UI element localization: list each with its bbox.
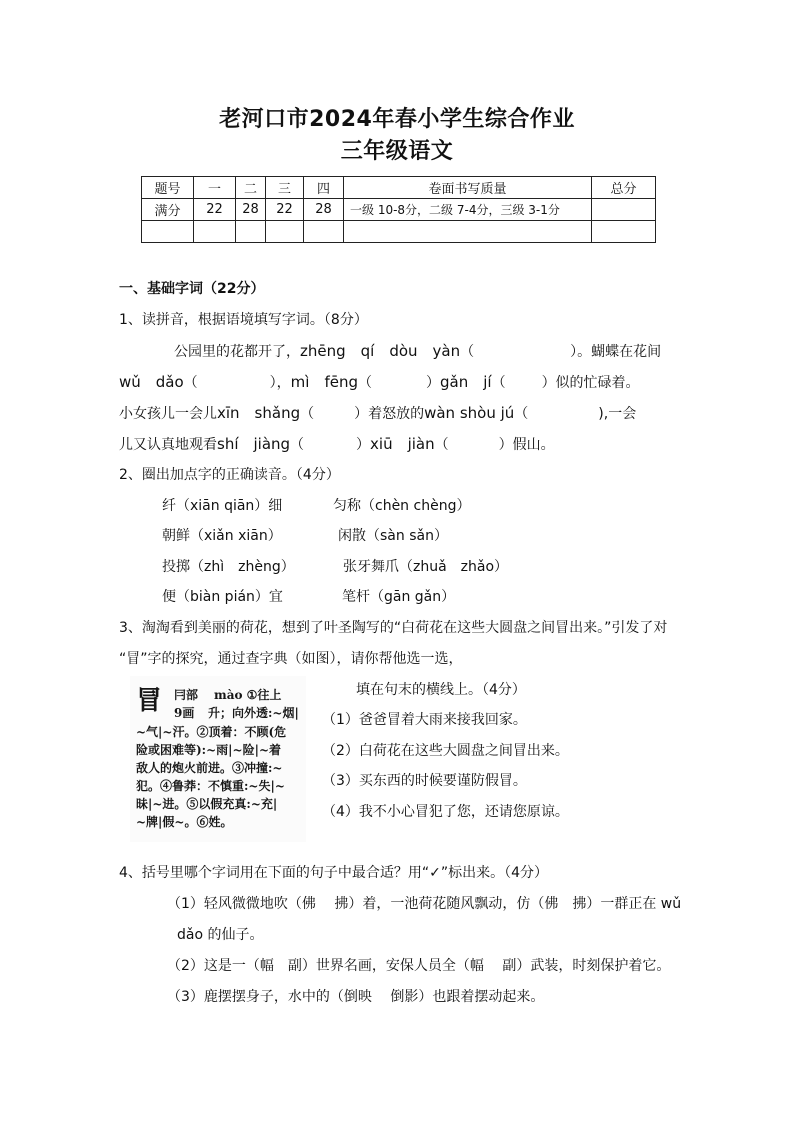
- score-table: [141, 176, 656, 243]
- question-prompt: 2、圈出加点字的正确读音。（4分）: [119, 467, 340, 483]
- dictionary-line: 昧|~进。⑤以假充真:~充|: [136, 797, 278, 811]
- text: ）: [426, 375, 440, 391]
- text: （: [290, 437, 305, 453]
- text: ）: [356, 437, 371, 453]
- q1-line-1: [174, 340, 661, 361]
- table-cell[interactable]: [194, 221, 236, 243]
- text: 小女孩儿一会儿: [119, 406, 217, 422]
- question-prompt-cont: “冒”字的探究，通过查字典（如图），请你帮他选一选，: [119, 651, 463, 667]
- pinyin: wǔ dǎo: [119, 373, 184, 391]
- table-cell: 22: [266, 199, 304, 221]
- q1-line-2: [119, 371, 640, 392]
- text: （: [300, 406, 315, 422]
- dictionary-line: 敌人的炮火前进。③冲撞:~: [136, 761, 283, 775]
- table-cell: 28: [304, 199, 344, 221]
- sentence-item-cont: dǎo 的仙子。: [177, 927, 264, 943]
- text: （: [514, 406, 529, 422]
- sentence-item: （3）买东西的时候要谨防假冒。: [322, 773, 527, 789]
- text: （: [491, 375, 506, 391]
- dictionary-line: mào ①往上: [214, 688, 282, 702]
- sentence-item: （2）这是一（幅 副）世界名画，安保人员全（幅 副）武装，时刻保护着它。: [167, 958, 671, 974]
- dictionary-line: 升；向外透:~烟|: [208, 706, 299, 720]
- table-cell[interactable]: [304, 221, 344, 243]
- table-cell: 一级 10-8分，二级 7-4分，三级 3-1分: [344, 199, 592, 221]
- score-table-header-row: [142, 177, 656, 199]
- sentence-item: （3）鹿摆摆身子，水中的（倒映 倒影）也跟着摆动起来。: [167, 989, 545, 1005]
- text: 公园里的花都开了，: [174, 344, 300, 360]
- list-item: 纤（xiān qiān）细: [162, 498, 283, 514]
- table-cell[interactable]: [592, 221, 656, 243]
- list-item: 便（biàn pián）宜: [162, 589, 283, 605]
- text: ）着怒放的: [354, 406, 425, 422]
- table-cell[interactable]: [344, 221, 592, 243]
- sentence-item: （2）白荷花在这些大圆盘之间冒出来。: [322, 743, 569, 759]
- sentence-item: （1）轻风微微地吹（佛 拂）着，一池荷花随风飘动，仿（佛 拂）一群正在 wǔ: [167, 896, 682, 912]
- table-cell: 卷面书写质量: [344, 177, 592, 199]
- dictionary-line: ~牌|假~。⑥姓。: [136, 815, 233, 829]
- table-cell: 三: [266, 177, 304, 199]
- pinyin: shí jiàng: [217, 435, 291, 453]
- sentence-item: （1）爸爸冒着大雨来接我回家。: [322, 712, 527, 728]
- dictionary-line: ~气|~汗。②顶着：不顾(危: [136, 725, 287, 739]
- list-item: 闲散（sàn sǎn）: [338, 528, 448, 544]
- table-cell: 四: [304, 177, 344, 199]
- pinyin: xīn shǎng: [217, 404, 301, 422]
- text: ）似的忙碌着。: [541, 375, 640, 391]
- dictionary-line: 9画: [174, 706, 195, 720]
- list-item: 投掷（zhì zhèng）: [162, 559, 295, 575]
- pinyin: xiū jiàn: [370, 435, 435, 453]
- question-instruction: 填在句末的横线上。（4分）: [356, 682, 526, 698]
- table-cell[interactable]: [236, 221, 266, 243]
- list-item: 笔杆（gān gǎn）: [342, 589, 456, 605]
- table-cell: 二: [236, 177, 266, 199]
- section-heading: 一、基础字词（22分）: [119, 281, 265, 297]
- text: ）假山。: [498, 437, 555, 453]
- text: （: [358, 375, 372, 391]
- pinyin: zhēng qí dòu yàn: [300, 342, 461, 360]
- table-cell: 总分: [592, 177, 656, 199]
- text: （: [460, 344, 475, 360]
- dictionary-line: 冃部: [174, 688, 199, 702]
- dictionary-line: 险或困难等):~雨|~险|~着: [136, 743, 282, 757]
- page-title: 老河口市2024年春小学生综合作业: [219, 107, 575, 132]
- table-cell: 一: [194, 177, 236, 199]
- question-prompt: 3、淘淘看到美丽的荷花，想到了叶圣陶写的“白荷花在这些大圆盘之间冒出来。”引发了对: [119, 620, 668, 636]
- q1-line-4: [119, 433, 555, 454]
- page-subtitle: 三年级语文: [340, 139, 454, 164]
- list-item: 朝鲜（xiǎn xiān）: [162, 528, 282, 544]
- score-table-empty-row: [142, 221, 656, 243]
- table-cell[interactable]: [266, 221, 304, 243]
- table-cell: [592, 199, 656, 221]
- pinyin: wàn shòu jú: [424, 404, 515, 422]
- text: （: [183, 375, 198, 391]
- question-prompt: 4、括号里哪个字词用在下面的句子中最合适？用“✓”标出来。（4分）: [119, 865, 549, 881]
- table-cell: 22: [194, 199, 236, 221]
- dictionary-entry-image: [130, 676, 306, 842]
- text: ),一会: [598, 406, 637, 422]
- table-cell: 题号: [142, 177, 194, 199]
- q1-line-3: [119, 402, 636, 423]
- text: （: [434, 437, 449, 453]
- sentence-item: （4）我不小心冒犯了您，还请您原谅。: [322, 804, 569, 820]
- table-cell[interactable]: [142, 221, 194, 243]
- score-table-full-marks-row: [142, 199, 656, 221]
- table-cell: 满分: [142, 199, 194, 221]
- list-item: 匀称（chèn chèng）: [333, 498, 471, 514]
- pinyin: gǎn jí: [440, 373, 492, 391]
- text: ），: [269, 375, 291, 391]
- table-cell: 28: [236, 199, 266, 221]
- pinyin: mì fēng: [290, 373, 358, 391]
- dictionary-line: 犯。④鲁莽：不慎重:~失|~: [136, 779, 285, 793]
- list-item: 张牙舞爪（zhuǎ zhǎo）: [343, 559, 509, 575]
- text: 儿又认真地观看: [119, 437, 217, 453]
- dictionary-character: 冒: [136, 686, 163, 716]
- question-prompt: 1、读拼音，根据语境填写字词。（8分）: [119, 312, 368, 328]
- text: ）。蝴蝶在花间: [570, 344, 662, 360]
